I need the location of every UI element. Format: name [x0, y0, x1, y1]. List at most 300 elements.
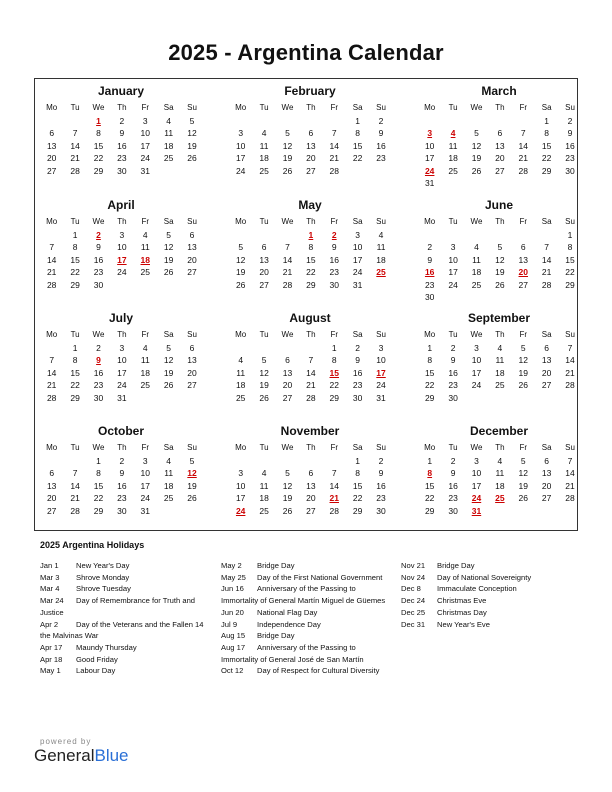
empty-cell: [276, 342, 299, 355]
day-cell: 27: [306, 165, 316, 176]
day-cell: 16: [93, 254, 104, 265]
day-cell: 30: [424, 292, 435, 302]
day-cell: 16: [117, 140, 127, 151]
day-cell: 11: [259, 480, 269, 491]
day-cell: 29: [93, 165, 104, 176]
day-cell: 30: [376, 505, 386, 516]
holiday-name: Bridge Day: [257, 561, 295, 570]
weekday-header: Th: [117, 330, 127, 339]
day-cell: 14: [565, 468, 575, 478]
page-title: 2025 - Argentina Calendar: [168, 40, 444, 65]
holiday-day: 24: [424, 165, 435, 176]
day-cell: 23: [117, 493, 127, 503]
empty-cell: [299, 342, 322, 355]
empty-cell: [512, 229, 535, 242]
day-cell: 19: [187, 140, 197, 151]
day-cell: 15: [93, 480, 104, 491]
day-cell: 25: [235, 392, 246, 403]
weekday-header: Su: [565, 330, 575, 339]
day-cell: 29: [306, 279, 316, 290]
day-cell: 13: [541, 355, 552, 365]
day-cell: 20: [187, 367, 197, 378]
weekday-header: Su: [376, 443, 386, 452]
weekday-header: Tu: [259, 330, 269, 339]
month-grid: [229, 216, 391, 291]
day-cell: 20: [259, 267, 269, 277]
holiday-date: Aug 15: [221, 631, 246, 641]
holiday-date: Nov 21: [401, 561, 426, 570]
weekday-header: Su: [187, 217, 197, 226]
day-cell: 9: [355, 355, 361, 365]
day-cell: 3: [238, 128, 244, 138]
month-march: [418, 84, 580, 194]
holiday-entry: [40, 583, 204, 595]
day-cell: 24: [352, 267, 363, 277]
empty-cell: [229, 229, 252, 242]
empty-cell: [535, 229, 558, 242]
day-cell: 13: [306, 140, 316, 151]
day-cell: 11: [495, 468, 505, 478]
day-cell: 8: [72, 355, 78, 365]
day-cell: 2: [119, 455, 125, 466]
day-cell: 5: [520, 342, 526, 353]
day-cell: 12: [163, 242, 174, 252]
day-cell: 14: [565, 355, 575, 365]
holiday-entry: [221, 583, 385, 595]
day-cell: 22: [70, 380, 80, 390]
weekday-header: Sa: [541, 217, 552, 226]
day-cell: 8: [567, 242, 573, 252]
empty-cell: [276, 229, 299, 242]
holiday-name: Christmas Eve: [437, 596, 487, 606]
empty-cell: [323, 455, 346, 468]
day-cell: 22: [541, 153, 552, 163]
day-cell: 4: [142, 342, 148, 353]
day-cell: 7: [49, 242, 55, 252]
day-cell: 30: [448, 392, 458, 403]
month-december: [418, 424, 580, 534]
holiday-day: 1: [308, 229, 314, 240]
weekday-header: Tu: [448, 217, 458, 226]
weekday-header: Sa: [352, 443, 363, 452]
day-cell: 12: [187, 128, 197, 138]
day-cell: 4: [261, 128, 267, 138]
day-cell: 9: [119, 468, 125, 478]
day-cell: 19: [187, 480, 197, 491]
day-cell: 19: [282, 153, 293, 163]
weekday-header: Th: [306, 217, 316, 226]
day-cell: 18: [259, 493, 269, 503]
weekday-header: Sa: [163, 103, 174, 112]
day-cell: 18: [448, 153, 458, 163]
month-name: August: [289, 311, 331, 325]
day-cell: 24: [448, 279, 458, 290]
day-cell: 15: [565, 254, 575, 265]
month-grid: [40, 329, 202, 404]
weekday-header: Mo: [46, 103, 58, 112]
day-cell: 1: [96, 455, 101, 466]
day-cell: 30: [352, 392, 363, 403]
day-cell: 3: [119, 229, 125, 240]
day-cell: 7: [331, 468, 337, 478]
weekday-header: Th: [495, 443, 505, 452]
empty-cell: [40, 342, 63, 355]
weekday-header: Th: [495, 103, 505, 112]
day-cell: 12: [471, 140, 482, 151]
empty-cell: [252, 229, 275, 242]
holiday-date: Jan 1: [40, 561, 59, 570]
day-cell: 21: [282, 267, 293, 277]
day-cell: 8: [96, 128, 101, 138]
day-cell: 27: [518, 279, 528, 290]
weekday-header: We: [470, 330, 483, 339]
empty-cell: [488, 115, 511, 128]
holiday-name: Maundy Thursday: [76, 642, 137, 652]
holiday-entry: [221, 560, 385, 572]
day-cell: 12: [163, 355, 174, 365]
day-cell: 23: [93, 380, 104, 390]
day-cell: 31: [376, 392, 386, 403]
day-cell: 16: [117, 480, 127, 491]
day-cell: 14: [46, 254, 57, 265]
day-cell: 12: [282, 140, 293, 151]
day-cell: 7: [520, 128, 526, 138]
holiday-name: Labour Day: [76, 666, 116, 676]
weekday-header: Tu: [70, 330, 80, 339]
day-cell: 7: [567, 342, 573, 353]
day-cell: 31: [352, 279, 363, 290]
holiday-entry: [221, 607, 385, 619]
day-cell: 8: [544, 128, 550, 138]
day-cell: 27: [187, 380, 197, 390]
day-cell: 17: [471, 480, 482, 491]
day-cell: 23: [352, 380, 363, 390]
weekday-header: Su: [376, 217, 386, 226]
day-cell: 13: [306, 480, 316, 491]
weekday-header: Th: [117, 217, 127, 226]
day-cell: 8: [331, 355, 337, 365]
day-cell: 27: [46, 165, 57, 176]
day-cell: 1: [567, 229, 573, 240]
powered-by-label: powered by: [40, 737, 92, 746]
day-cell: 18: [163, 140, 174, 151]
day-cell: 28: [282, 279, 293, 290]
day-cell: 18: [495, 367, 505, 378]
day-cell: 1: [72, 342, 78, 353]
day-cell: 31: [117, 392, 127, 403]
month-february: [229, 84, 391, 194]
holiday-day: 31: [471, 505, 482, 516]
day-cell: 8: [72, 242, 78, 252]
day-cell: 13: [187, 242, 197, 252]
month-june: [418, 198, 580, 308]
holiday-date: Mar 3: [40, 572, 60, 582]
weekday-header: We: [92, 330, 105, 339]
day-cell: 5: [285, 128, 290, 138]
holiday-name: Day of the Veterans and the Fallen 14: [76, 619, 204, 629]
weekday-header: Su: [376, 330, 386, 339]
day-cell: 2: [355, 342, 361, 353]
day-cell: 25: [140, 380, 150, 390]
day-cell: 5: [285, 468, 290, 478]
day-cell: 28: [46, 392, 57, 403]
holiday-name: Shrove Monday: [76, 572, 130, 582]
day-cell: 14: [518, 140, 528, 151]
holiday-entry: [401, 595, 531, 607]
day-cell: 11: [140, 242, 150, 252]
day-cell: 12: [495, 254, 505, 265]
holiday-name: Day of National Sovereignty: [437, 572, 532, 582]
day-cell: 13: [282, 367, 293, 378]
holidays-title: 2025 Argentina Holidays: [40, 540, 145, 550]
day-cell: 16: [448, 480, 458, 491]
weekday-header: Tu: [259, 443, 269, 452]
day-cell: 4: [497, 342, 503, 353]
holiday-date: Dec 25: [401, 607, 426, 617]
holiday-name: Immaculate Conception: [437, 584, 517, 594]
day-cell: 21: [70, 493, 80, 503]
day-cell: 22: [424, 380, 435, 390]
day-cell: 23: [329, 267, 339, 277]
day-cell: 26: [163, 267, 174, 277]
day-cell: 23: [117, 153, 127, 163]
day-cell: 15: [424, 367, 435, 378]
holiday-day: 17: [376, 367, 386, 378]
day-cell: 2: [96, 342, 101, 353]
weekday-header: We: [470, 103, 483, 112]
day-cell: 1: [355, 455, 361, 466]
day-cell: 25: [163, 493, 174, 503]
weekday-header: Tu: [70, 103, 80, 112]
day-cell: 30: [93, 392, 104, 403]
holiday-day: 9: [96, 355, 101, 365]
day-cell: 26: [518, 493, 528, 503]
day-cell: 10: [471, 468, 482, 478]
day-cell: 6: [520, 242, 526, 252]
day-cell: 9: [119, 128, 125, 138]
month-name: December: [469, 424, 529, 438]
day-cell: 5: [261, 355, 267, 365]
weekday-header: Sa: [541, 443, 552, 452]
day-cell: 24: [117, 267, 127, 277]
weekday-header: Tu: [70, 443, 80, 452]
day-cell: 15: [352, 480, 363, 491]
empty-cell: [40, 455, 63, 468]
day-cell: 9: [378, 128, 384, 138]
day-cell: 14: [306, 367, 316, 378]
day-cell: 7: [331, 128, 337, 138]
empty-cell: [229, 342, 252, 355]
day-cell: 13: [518, 254, 528, 265]
weekday-header: Mo: [235, 217, 247, 226]
month-name: February: [284, 84, 336, 98]
month-name: June: [484, 198, 513, 212]
day-cell: 22: [93, 493, 104, 503]
day-cell: 29: [329, 392, 339, 403]
weekday-header: Th: [117, 443, 127, 452]
day-cell: 16: [376, 140, 386, 151]
holiday-day: 20: [518, 267, 528, 277]
day-cell: 16: [565, 140, 575, 151]
holiday-entry: [221, 642, 385, 654]
day-cell: 25: [495, 380, 505, 390]
month-may: [229, 198, 391, 308]
day-cell: 4: [474, 242, 479, 252]
day-cell: 13: [187, 355, 197, 365]
holiday-date: Apr 17: [40, 642, 63, 652]
weekday-header: Fr: [141, 330, 150, 339]
day-cell: 6: [544, 455, 550, 466]
weekday-header: Mo: [424, 103, 436, 112]
day-cell: 23: [376, 153, 386, 163]
weekday-header: Tu: [70, 217, 80, 226]
logo-text-general: General: [34, 746, 95, 765]
day-cell: 27: [495, 165, 505, 176]
day-cell: 4: [497, 455, 503, 466]
weekday-header: Th: [306, 443, 316, 452]
empty-cell: [229, 455, 252, 468]
day-cell: 27: [541, 380, 552, 390]
day-cell: 11: [236, 367, 246, 378]
day-cell: 22: [352, 153, 363, 163]
day-cell: 30: [93, 279, 104, 290]
day-cell: 17: [424, 153, 435, 163]
day-cell: 28: [329, 165, 339, 176]
holiday-date: Apr 18: [40, 654, 63, 664]
day-cell: 3: [355, 229, 361, 240]
empty-cell: [465, 229, 488, 242]
holiday-day: 24: [471, 493, 482, 503]
day-cell: 30: [117, 505, 127, 516]
empty-cell: [418, 115, 441, 128]
generalblue-logo[interactable]: [34, 746, 129, 766]
day-cell: 5: [166, 342, 172, 353]
month-grid: [229, 102, 391, 177]
day-cell: 19: [495, 267, 505, 277]
empty-cell: [299, 115, 322, 128]
weekday-header: Fr: [330, 443, 339, 452]
day-cell: 30: [329, 279, 339, 290]
weekday-header: Sa: [541, 103, 552, 112]
day-cell: 8: [427, 355, 433, 365]
weekday-header: Mo: [46, 443, 58, 452]
holiday-day: 8: [427, 468, 433, 478]
empty-cell: [488, 229, 511, 242]
empty-cell: [465, 115, 488, 128]
day-cell: 30: [448, 505, 458, 516]
day-cell: 24: [140, 153, 150, 163]
day-cell: 5: [238, 242, 244, 252]
weekday-header: Mo: [235, 103, 247, 112]
month-grid: [418, 442, 580, 517]
day-cell: 17: [235, 493, 246, 503]
day-cell: 21: [541, 267, 552, 277]
holiday-date: Nov 24: [401, 572, 426, 582]
day-cell: 31: [140, 165, 150, 176]
day-cell: 3: [238, 468, 244, 478]
weekday-header: We: [92, 217, 105, 226]
day-cell: 17: [471, 367, 482, 378]
weekday-header: We: [470, 443, 483, 452]
day-cell: 10: [424, 140, 435, 151]
day-cell: 1: [72, 229, 78, 240]
day-cell: 13: [259, 254, 269, 265]
holiday-day: 3: [427, 128, 433, 138]
weekday-header: Mo: [46, 217, 58, 226]
day-cell: 4: [238, 355, 244, 365]
empty-cell: [63, 455, 86, 468]
weekday-header: Th: [495, 330, 505, 339]
day-cell: 11: [495, 355, 505, 365]
day-cell: 7: [285, 242, 290, 252]
holiday-column: [40, 560, 204, 677]
weekday-header: Sa: [163, 443, 174, 452]
day-cell: 21: [306, 380, 316, 390]
day-cell: 2: [567, 115, 573, 126]
day-cell: 20: [495, 153, 505, 163]
day-cell: 21: [518, 153, 528, 163]
holiday-entry: [40, 665, 204, 677]
weekday-header: Sa: [352, 217, 363, 226]
weekday-header: We: [281, 443, 294, 452]
day-cell: 2: [378, 455, 384, 466]
day-cell: 8: [355, 468, 361, 478]
weekday-header: Sa: [163, 330, 174, 339]
day-cell: 26: [259, 392, 269, 403]
day-cell: 20: [46, 153, 57, 163]
holiday-name-continued: Immortality of General José de San Martín: [221, 654, 364, 664]
holiday-entry: [401, 619, 531, 631]
day-cell: 7: [72, 128, 78, 138]
month-name: April: [107, 198, 135, 212]
day-cell: 30: [117, 165, 127, 176]
day-cell: 15: [541, 140, 552, 151]
day-cell: 15: [70, 254, 80, 265]
month-grid: [40, 102, 202, 177]
holiday-day: 24: [235, 505, 246, 516]
day-cell: 17: [352, 254, 363, 265]
weekday-header: Mo: [424, 443, 436, 452]
day-cell: 18: [235, 380, 246, 390]
day-cell: 7: [72, 468, 78, 478]
day-cell: 18: [163, 480, 174, 491]
day-cell: 21: [565, 367, 575, 378]
holiday-day: 17: [117, 254, 127, 265]
day-cell: 3: [474, 342, 479, 353]
weekday-header: Sa: [541, 330, 552, 339]
holiday-entry: [40, 560, 204, 572]
day-cell: 25: [140, 267, 150, 277]
weekday-header: Th: [306, 103, 316, 112]
holiday-day: 12: [187, 468, 197, 478]
holiday-date: Jun 20: [221, 607, 244, 617]
holiday-date: Dec 8: [401, 584, 421, 594]
day-cell: 11: [140, 355, 150, 365]
day-cell: 5: [497, 242, 503, 252]
day-cell: 4: [261, 468, 267, 478]
holiday-name: Shrove Tuesday: [76, 584, 131, 594]
weekday-header: We: [281, 103, 294, 112]
month-name: January: [97, 84, 145, 98]
day-cell: 14: [70, 480, 80, 491]
day-cell: 14: [282, 254, 293, 265]
holiday-name: National Flag Day: [257, 607, 318, 617]
day-cell: 12: [282, 480, 293, 491]
day-cell: 5: [189, 115, 195, 126]
day-cell: 2: [378, 115, 384, 126]
day-cell: 6: [189, 342, 195, 353]
day-cell: 18: [495, 480, 505, 491]
